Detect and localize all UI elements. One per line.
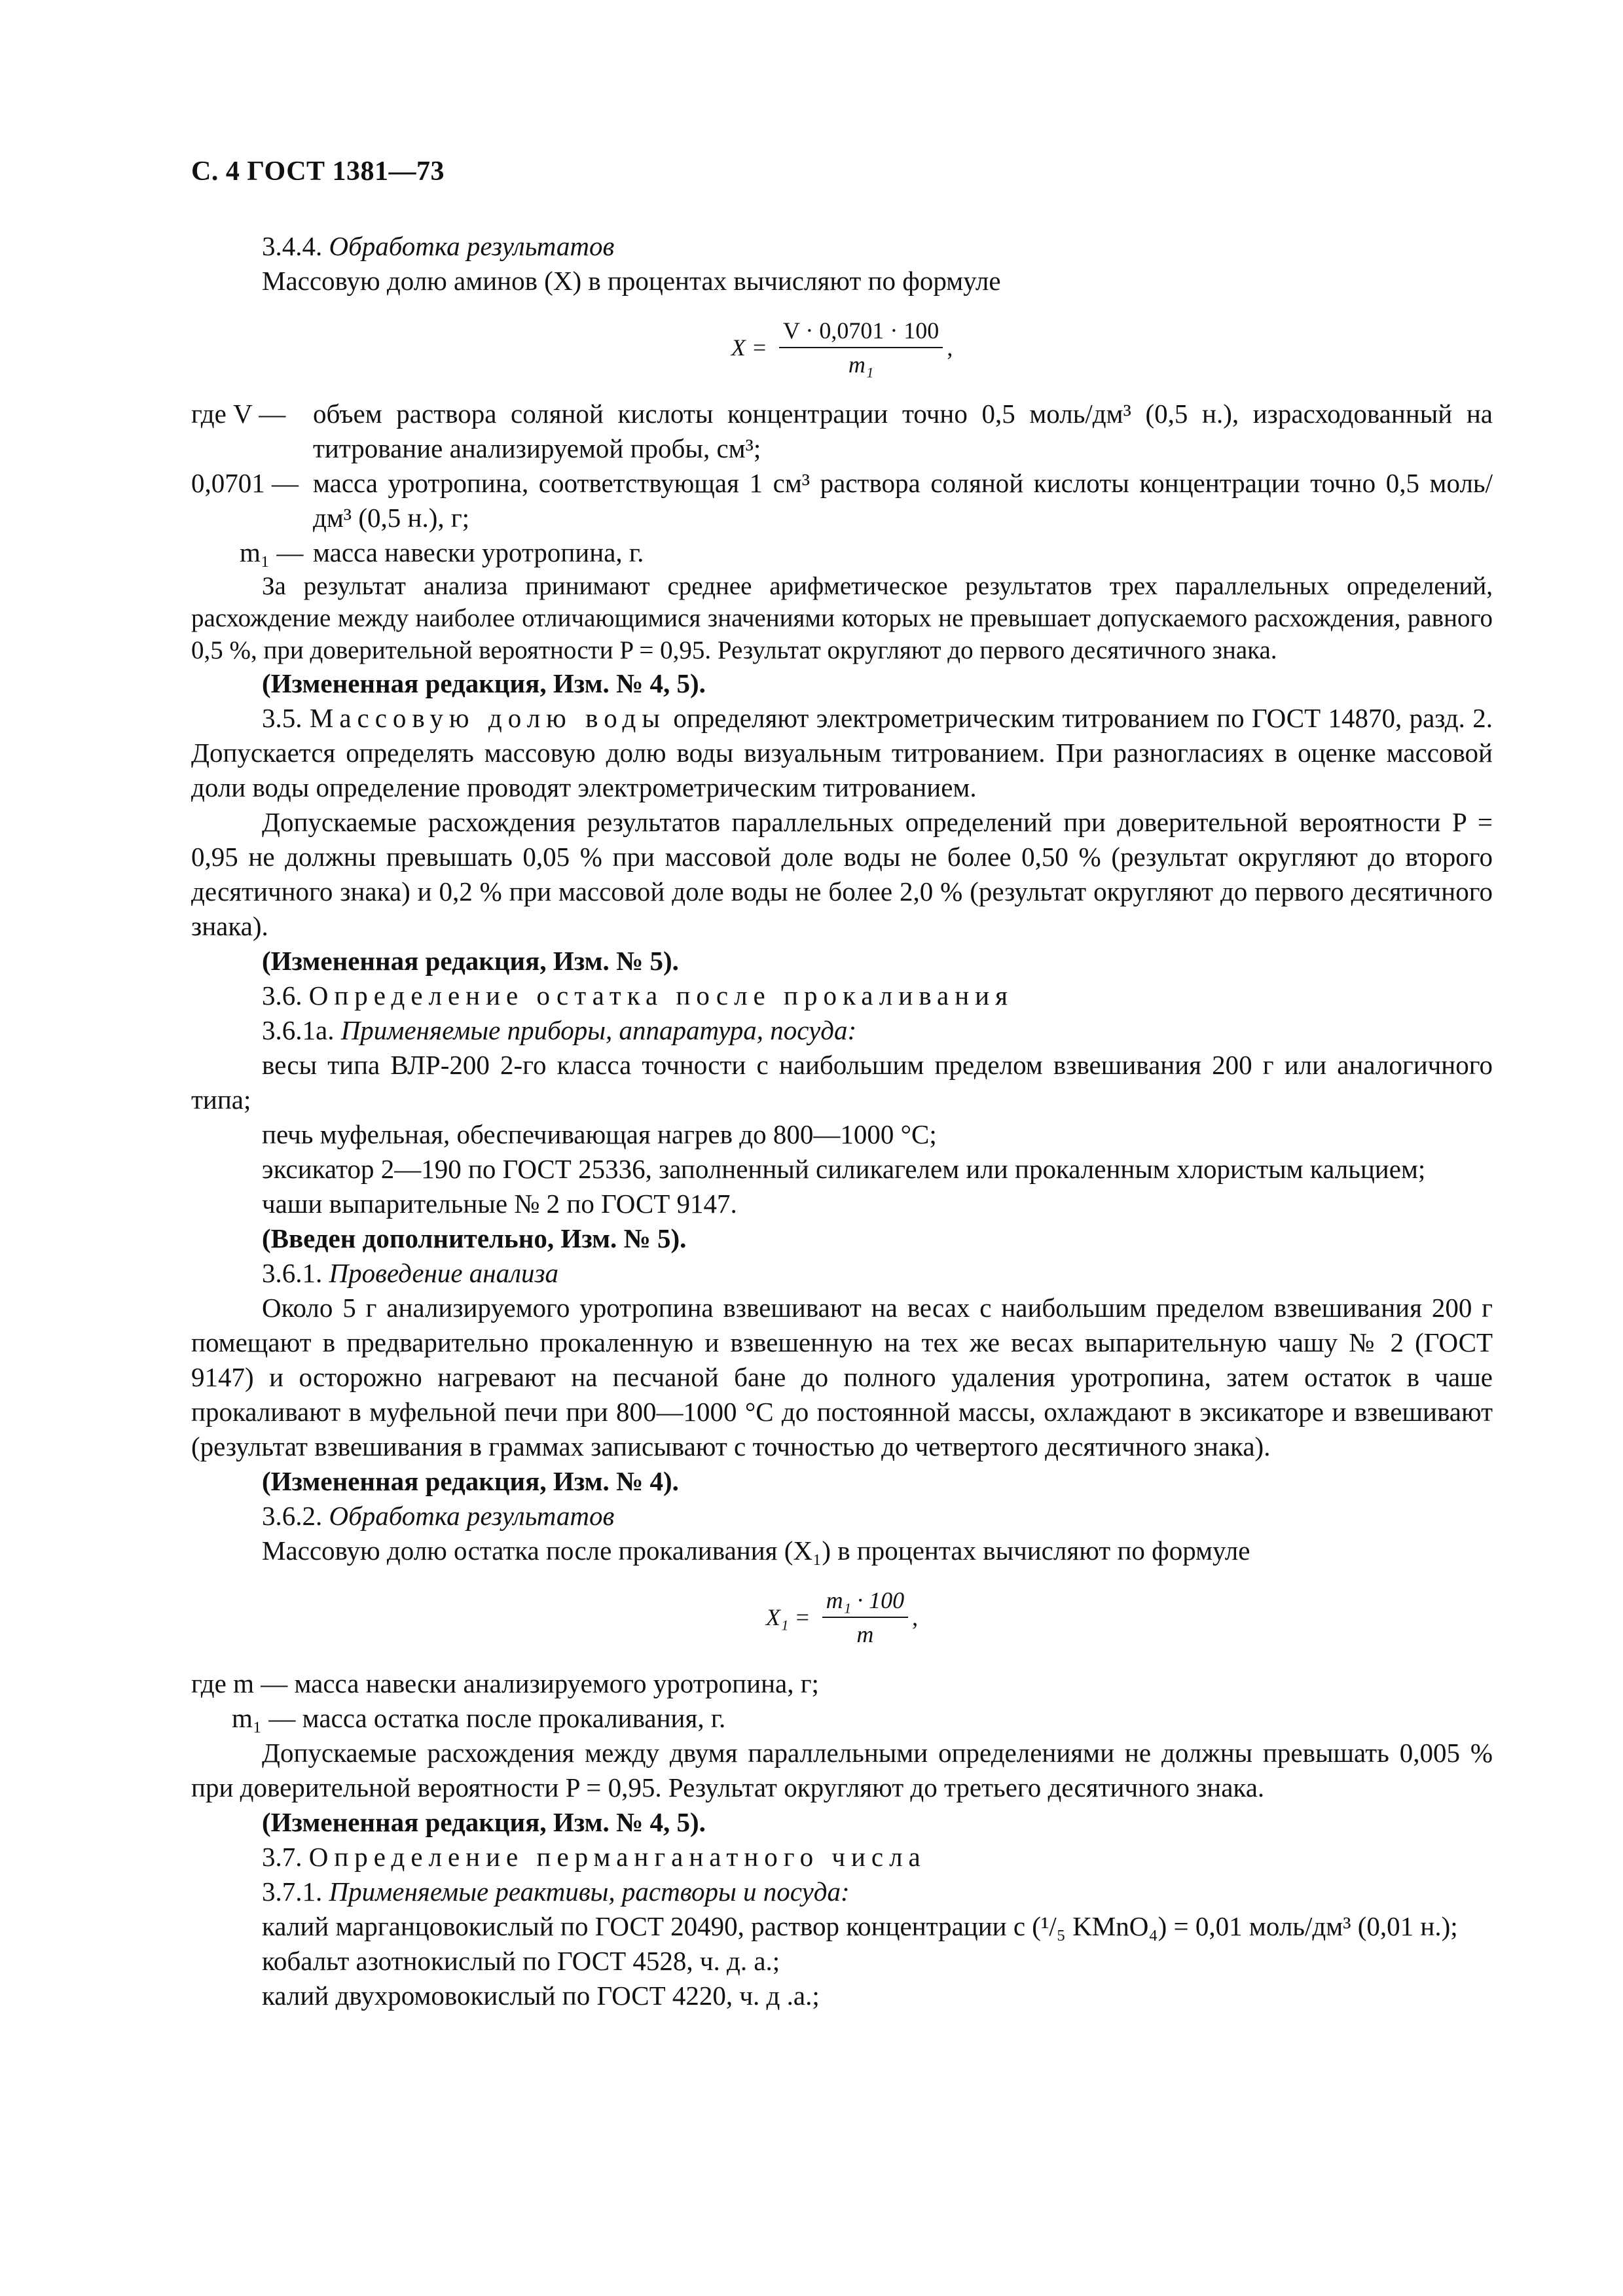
definition-item	[191, 466, 1493, 535]
fraction-denominator: m₁	[848, 351, 874, 378]
paragraph: Около 5 г анализируемого уротропина взвешивают на весах с наибольшим пределом взвешивания 200 г помещают в предварительно прокаленную и взвешенную на тех же весах выпарительную чашу № 2 (ГОСТ 9147) и осторожно нагревают на песчаной бане до полного удаления уротропина, затем остаток в чаше прокаливают в муфельной печи при 800—1000 °С до постоянной массы, охлаждают в эксикаторе и взвешивают (результат взвешивания в граммах записывают с точностью до четвертого десятичного знака).	[191, 1293, 1493, 1462]
paragraph	[191, 701, 1493, 805]
formula-tail: ,	[947, 334, 953, 361]
section-title: Обработка результатов	[329, 231, 615, 261]
change-note: (Измененная редакция, Изм. № 4, 5).	[262, 1807, 706, 1837]
list-item: печь муфельная, обеспечивающая нагрев до 800—1000 °С;	[262, 1119, 937, 1149]
definition-text: объем раствора соляной кислоты концентрации точно 0,5 моль/дм³ (0,5 н.), израсходованный на титрование анализируемой пробы, см³;	[313, 399, 1493, 463]
formula-tail: ,	[912, 1604, 919, 1630]
list-item: калий марганцовокислый по ГОСТ 20490, раствор концентрации с (¹/₅ KMnO₄) = 0,01 моль/дм³ (0,01 н.);	[262, 1911, 1458, 1941]
paragraph: Массовую долю остатка после прокаливания (X₁) в процентах вычисляют по формуле	[262, 1535, 1250, 1566]
definition-term: m₁ —	[240, 537, 304, 567]
section-title: Определение остатка после прокаливания	[308, 980, 1013, 1011]
change-note: (Измененная редакция, Изм. № 4).	[262, 1466, 679, 1496]
definition-line: где m — масса навески анализируемого уротропина, г;	[191, 1668, 819, 1698]
list-item: кобальт азотнокислый по ГОСТ 4528, ч. д. а.;	[262, 1946, 780, 1976]
section-text: определяют электрометрическим титрованием по ГОСТ 14870, разд. 2. Допускается определять массовую долю воды визуальным титрованием. При разногласиях в оценке массовой доли воды определение проводят электрометрическим титрованием.	[191, 703, 1493, 802]
list-item: эксикатор 2—190 по ГОСТ 25336, заполненный силикагелем или прокаленным хлористым кальцием;	[262, 1154, 1426, 1184]
fraction-denominator: m	[856, 1621, 874, 1647]
section-heading	[191, 229, 1493, 264]
section-heading	[191, 1840, 1493, 1874]
section-heading	[191, 1013, 1493, 1048]
section-number: 3.7.	[262, 1842, 302, 1872]
paragraph: За результат анализа принимают среднее арифметическое результатов трех параллельных определений, расхождение между наиболее отличающимися значениями которых не превышает допускаемого расхождения, равного 0,5 %, при доверительной вероятности P = 0,95. Результат округляют до первого десятичного знака.	[191, 572, 1493, 664]
section-heading	[191, 1256, 1493, 1291]
definition-term: 0,0701 —	[191, 468, 299, 498]
list-item: калий двухромовокислый по ГОСТ 4220, ч. д .а.;	[262, 1981, 820, 2011]
formula	[191, 1568, 1493, 1666]
section-number: 3.6.	[262, 980, 302, 1011]
document-body	[191, 229, 1493, 2013]
section-number: 3.5.	[262, 703, 302, 733]
section-number: 3.4.4.	[262, 231, 323, 261]
page-header: С. 4 ГОСТ 1381—73	[191, 156, 445, 187]
section-title: Применяемые реактивы, растворы и посуда:	[329, 1876, 850, 1907]
section-title: Применяемые приборы, аппаратура, посуда:	[340, 1015, 857, 1045]
section-number: 3.6.2.	[262, 1501, 323, 1531]
section-heading	[191, 1499, 1493, 1534]
section-title: Проведение анализа	[329, 1258, 559, 1288]
fraction-numerator: m₁ · 100	[822, 1587, 909, 1618]
section-heading	[191, 1874, 1493, 1909]
section-title: Обработка результатов	[329, 1501, 615, 1531]
change-note: (Измененная редакция, Изм. № 5).	[262, 946, 679, 976]
definition-line: m₁ — масса остатка после прокаливания, г.	[232, 1703, 726, 1733]
section-number: 3.6.1.	[262, 1258, 323, 1288]
fraction	[779, 317, 943, 378]
paragraph: Допускаемые расхождения результатов параллельных определений при доверительной вероятности P = 0,95 не должны превышать 0,05 % при массовой доле воды не более 0,50 % (результат округляют до второго десятичного знака) и 0,2 % при массовой доле воды не более 2,0 % (результат округляют до первого десятичного знака).	[191, 807, 1493, 941]
paragraph: Массовую долю аминов (X) в процентах вычисляют по формуле	[262, 266, 1001, 296]
definition-item	[191, 535, 1493, 570]
change-note: (Введен дополнительно, Изм. № 5).	[262, 1223, 687, 1253]
definition-item	[191, 397, 1493, 466]
list-item: весы типа ВЛР-200 2-го класса точности с наибольшим пределом взвешивания 200 г или аналогичного типа;	[191, 1050, 1493, 1115]
fraction-numerator: V · 0,0701 · 100	[779, 317, 943, 348]
formula	[191, 298, 1493, 397]
change-note: (Измененная редакция, Изм. № 4, 5).	[262, 668, 706, 698]
definition-text: масса навески уротропина, г.	[313, 537, 644, 567]
paragraph: Допускаемые расхождения между двумя параллельными определениями не должны превышать 0,005 % при доверительной вероятности P = 0,95. Результат округляют до третьего десятичного знака.	[191, 1738, 1493, 1803]
fraction	[822, 1587, 909, 1648]
definition-term: где V —	[191, 399, 286, 429]
section-title: Определение перманганатного числа	[308, 1842, 926, 1872]
formula-lhs: X₁ =	[765, 1604, 811, 1630]
section-number: 3.7.1.	[262, 1876, 323, 1907]
formula-lhs: X =	[731, 334, 767, 361]
definition-text: масса уротропина, соответствующая 1 см³ раствора соляной кислоты концентрации точно 0,5 моль/дм³ (0,5 н.), г;	[313, 468, 1493, 533]
list-item: чаши выпарительные № 2 по ГОСТ 9147.	[262, 1189, 737, 1219]
section-title: Массовую долю воды	[309, 703, 666, 733]
section-heading	[191, 978, 1493, 1013]
section-number: 3.6.1а.	[262, 1015, 335, 1045]
